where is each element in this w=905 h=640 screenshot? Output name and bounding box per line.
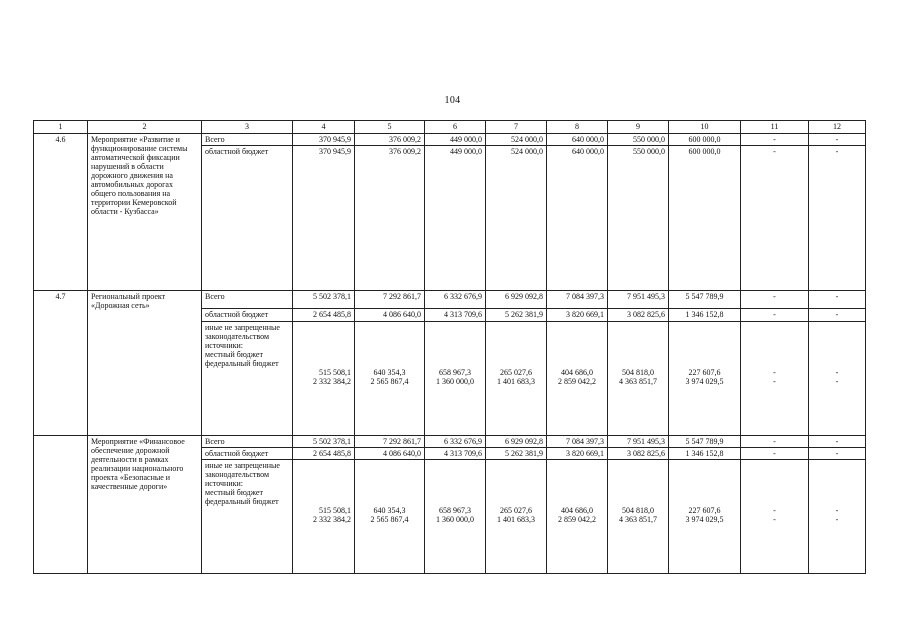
federal-budget-label: федеральный бюджет [205,497,279,506]
table-cell: - [741,146,809,291]
column-header: 11 [741,121,809,134]
table-cell: 5 262 381,9 [486,448,547,460]
local-value: 504 818,0 [622,506,654,515]
federal-value: 2 565 867,4 [370,377,409,386]
table-cell: 600 000,0 [669,134,741,146]
row-number: 4.6 [34,134,88,291]
federal-value: - [835,377,839,386]
local-budget-label: местный бюджет [205,350,263,359]
source-label: областной бюджет [202,146,293,291]
column-header: 4 [293,121,355,134]
row-number: 4.7 [34,291,88,436]
table-cell: 5 502 378,1 [293,436,355,448]
table-cell: 4 313 709,6 [425,309,486,322]
table-cell [608,460,669,574]
source-label: областной бюджет [202,448,293,460]
table-cell: 550 000,0 [608,146,669,291]
column-header: 3 [202,121,293,134]
table-cell [486,322,547,436]
federal-value: - [773,515,776,524]
table-cell: 7 951 495,3 [608,291,669,309]
table-cell: 5 262 381,9 [486,309,547,322]
column-header-row [34,121,866,134]
table-cell: 7 292 861,7 [355,436,425,448]
federal-value: 3 974 029,5 [685,515,724,524]
table-cell [741,322,809,436]
federal-value: 1 401 683,3 [497,515,535,524]
column-header: 2 [88,121,202,134]
table-cell: 5 547 789,9 [669,291,741,309]
federal-value: - [835,515,839,524]
activity-name: Мероприятие «Развитие и функционирование системы автоматической фиксации нарушений в области дорожного движения на автомобильных дорогах общего пользования на территории Кемеровской области - Кузбасса» [88,134,202,291]
table-cell: 7 292 861,7 [355,291,425,309]
other-sources-header: иные не запрещенные законодательством источники: [205,461,280,488]
table-cell [425,460,486,574]
other-sources-cell [202,322,293,436]
table-cell [355,460,425,574]
table-cell: 524 000,0 [486,146,547,291]
federal-value: 3 974 029,5 [685,377,724,386]
page-number: 104 [444,95,461,106]
table-row [34,436,866,448]
table-cell: - [809,309,866,322]
table-cell: 6 332 676,9 [425,291,486,309]
local-value: - [773,506,776,515]
row-number [34,436,88,574]
table-cell [809,460,866,574]
column-header: 12 [809,121,866,134]
column-header: 9 [608,121,669,134]
federal-value: 2 859 042,2 [558,515,596,524]
local-value: 658 967,3 [439,506,471,515]
federal-value: 1 360 000,0 [436,515,474,524]
activity-name: Региональный проект «Дорожная сеть» [88,291,202,436]
table-cell: 3 082 825,6 [608,309,669,322]
table-cell: - [741,309,809,322]
table-cell [293,460,355,574]
table-cell [741,460,809,574]
table-cell [486,460,547,574]
local-value: 227 607,6 [688,506,721,515]
local-value: 515 508,1 [319,368,351,377]
table-cell: 5 502 378,1 [293,291,355,309]
table-cell: 3 082 825,6 [608,448,669,460]
local-value: 504 818,0 [622,368,654,377]
table-cell: 6 332 676,9 [425,436,486,448]
column-header: 6 [425,121,486,134]
local-value: 658 967,3 [439,368,471,377]
table-cell [293,322,355,436]
table-cell: - [809,448,866,460]
source-label: Всего [202,134,293,146]
column-header: 5 [355,121,425,134]
table-cell: 3 820 669,1 [547,448,608,460]
local-budget-label: местный бюджет [205,488,263,497]
activity-name: Мероприятие «Финансовое обеспечение дорожной деятельности в рамках реализации национального проекта «Безопасные и качественные дороги» [88,436,202,574]
local-value: - [835,506,839,515]
federal-value: 4 363 851,7 [619,377,657,386]
table-cell [355,322,425,436]
table-cell: 2 654 485,8 [293,309,355,322]
table-cell: 640 000,0 [547,146,608,291]
local-value: 515 508,1 [319,506,351,515]
federal-value: 2 859 042,2 [558,377,596,386]
other-sources-cell [202,460,293,574]
table-cell: 449 000,0 [425,146,486,291]
table-row [34,291,866,309]
federal-value: 4 363 851,7 [619,515,657,524]
local-value: - [835,368,839,377]
table-cell: 524 000,0 [486,134,547,146]
local-value: 404 686,0 [561,368,593,377]
table-cell: 3 820 669,1 [547,309,608,322]
local-value: - [773,368,776,377]
federal-value: 2 332 384,2 [313,377,351,386]
column-header: 8 [547,121,608,134]
federal-value: 2 565 867,4 [370,515,409,524]
table-cell [425,322,486,436]
table-cell: 4 313 709,6 [425,448,486,460]
table-cell: 370 945,9 [293,146,355,291]
table-cell [809,322,866,436]
source-label: Всего [202,436,293,448]
table-cell: 550 000,0 [608,134,669,146]
table-cell: - [741,436,809,448]
table-cell: - [809,436,866,448]
table-cell: - [741,134,809,146]
column-header: 1 [34,121,88,134]
table-cell: 1 346 152,8 [669,448,741,460]
table-cell: 640 000,0 [547,134,608,146]
table-cell: 7 951 495,3 [608,436,669,448]
local-value: 265 027,6 [500,506,532,515]
source-label: областной бюджет [202,309,293,322]
table-cell [669,322,741,436]
federal-value: 1 401 683,3 [497,377,535,386]
table-cell [669,460,741,574]
federal-value: 2 332 384,2 [313,515,351,524]
table-cell: 4 086 640,0 [355,309,425,322]
table-cell: 376 009,2 [355,134,425,146]
table-cell [608,322,669,436]
local-value: 640 354,3 [373,368,406,377]
table-cell: 5 547 789,9 [669,436,741,448]
table-cell: 449 000,0 [425,134,486,146]
table-cell: 4 086 640,0 [355,448,425,460]
table-cell: 6 929 092,8 [486,436,547,448]
table-cell: 6 929 092,8 [486,291,547,309]
table-cell: 7 084 397,3 [547,291,608,309]
federal-value: 1 360 000,0 [436,377,474,386]
table-cell: 376 009,2 [355,146,425,291]
local-value: 404 686,0 [561,506,593,515]
budget-table [33,120,866,574]
other-sources-header: иные не запрещенные законодательством источники: [205,323,280,350]
local-value: 265 027,6 [500,368,532,377]
table-cell: - [809,134,866,146]
table-cell: 1 346 152,8 [669,309,741,322]
table-row [34,134,866,146]
federal-budget-label: федеральный бюджет [205,359,279,368]
column-header: 7 [486,121,547,134]
table-cell: - [741,291,809,309]
local-value: 640 354,3 [373,506,406,515]
table-cell: 600 000,0 [669,146,741,291]
table-cell: - [741,448,809,460]
table-cell: - [809,291,866,309]
table-cell [547,460,608,574]
table-cell [547,322,608,436]
column-header: 10 [669,121,741,134]
table-cell: 370 945,9 [293,134,355,146]
federal-value: - [773,377,776,386]
table-cell: 2 654 485,8 [293,448,355,460]
table-cell: - [809,146,866,291]
table-cell: 7 084 397,3 [547,436,608,448]
local-value: 227 607,6 [688,368,721,377]
source-label: Всего [202,291,293,309]
